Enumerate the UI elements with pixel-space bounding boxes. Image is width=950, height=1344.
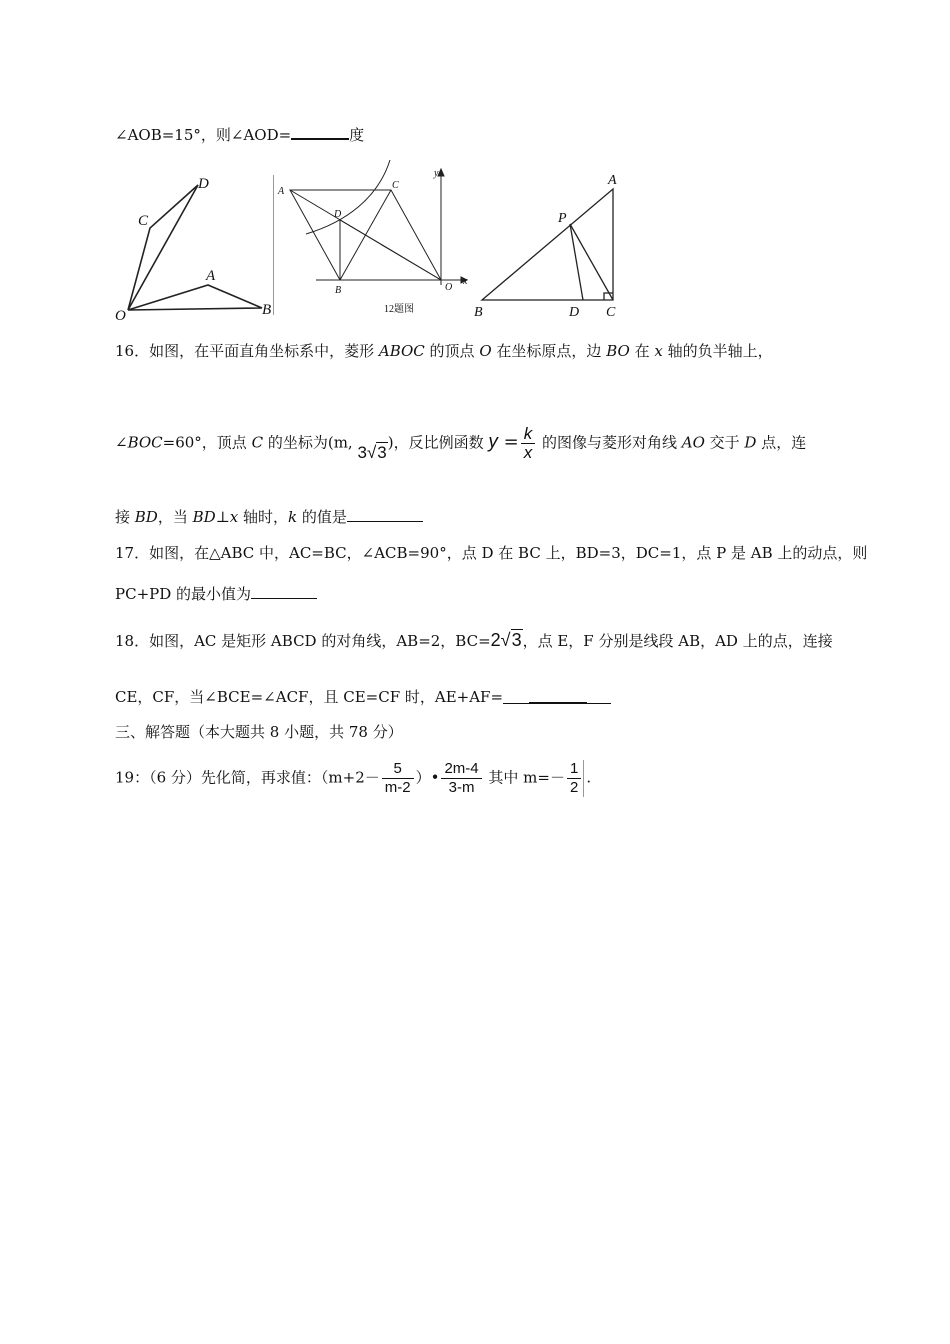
q16-var-o: O — [479, 342, 492, 360]
q19-text: . — [586, 768, 592, 787]
fig3-label-a: A — [608, 173, 617, 188]
fig3-label-b: B — [474, 305, 483, 320]
fraction-numerator: 5 — [382, 760, 414, 779]
radical-coefficient: 3 — [357, 442, 367, 462]
perpendicular-symbol: ⊥ — [215, 508, 230, 526]
q16-var-bo: BO — [606, 342, 630, 360]
q16-var-bd: BD — [134, 508, 158, 526]
radical-coefficient: 2 — [490, 630, 501, 650]
q18-answer-blank[interactable] — [503, 688, 611, 702]
q16-var-x: x — [229, 508, 239, 526]
q16-text: 接 — [115, 508, 135, 526]
q17-line-1: 17．如图，在△ABC 中，AC=BC，∠ACB=90°，点 D 在 BC 上，BD=3，DC=1，点 P 是 AB 上的动点，则 — [115, 544, 868, 562]
q18-text: CE，CF，当∠BCE=∠ACF，且 CE=CF 时，AE+AF= — [115, 688, 504, 706]
q16-var-boc: BOC — [127, 433, 163, 452]
q15-text: ∠AOB=15°，则∠AOD= — [115, 126, 292, 144]
sqrt-symbol: √ — [366, 442, 377, 462]
q16-text: 交于 — [704, 433, 745, 452]
q19-fraction-3 — [567, 760, 584, 797]
q16-var-y: y — [488, 431, 498, 453]
q16-coordinate-radical — [357, 443, 387, 462]
q16-var-ao: AO — [681, 433, 705, 452]
q16-text: 在坐标原点，边 — [491, 342, 607, 360]
q19-line — [115, 760, 591, 797]
q16-text: 轴时， — [238, 508, 289, 526]
q16-text: 的顶点 — [424, 342, 480, 360]
fig1-label-c: C — [138, 213, 149, 229]
q17-text: PC+PD 的最小值为 — [115, 585, 252, 603]
q16-text: )，反比例函数 — [387, 433, 489, 452]
q17-answer-blank[interactable] — [251, 598, 317, 599]
fig2-segment-do — [340, 220, 441, 280]
q16-text: 的坐标为(m, — [263, 433, 358, 452]
q16-answer-blank[interactable] — [347, 521, 423, 522]
q16-var-d: D — [744, 433, 757, 452]
radicand: 3 — [377, 442, 387, 462]
q16-text: =60°，顶点 — [162, 433, 252, 452]
q19-text: ）• — [415, 768, 440, 787]
fraction-denominator: m-2 — [384, 779, 411, 796]
fig2-label-o: O — [445, 282, 453, 293]
fraction-denominator: 3-m — [448, 779, 475, 796]
q16-text: 16．如图，在平面直角坐标系中，菱形 — [115, 342, 379, 360]
fig1-label-b: B — [262, 302, 272, 318]
fig2-y-arrow — [438, 169, 444, 176]
q18-line-2 — [115, 686, 611, 707]
q18-text: ，点 E，F 分别是线段 AB，AD 上的点，连接 — [522, 632, 833, 650]
fig2-label-c: C — [392, 180, 399, 191]
q16-text: 在 — [629, 342, 655, 360]
figure-2 — [276, 160, 476, 320]
q19-text: 其中 m=－ — [483, 768, 565, 787]
equals-sign: = — [497, 431, 519, 453]
angle-symbol: ∠ — [115, 433, 128, 452]
q16-var-bd: BD — [192, 508, 216, 526]
section-3-header: 三、解答题（本大题共 8 小题，共 78 分） — [115, 723, 403, 741]
q15-continuation — [115, 124, 364, 145]
fig3-label-p: P — [558, 211, 567, 226]
fig1-label-o: O — [115, 308, 126, 324]
radicand: 3 — [511, 630, 522, 650]
fig2-label-y: y — [434, 168, 439, 179]
figure-1 — [110, 170, 280, 325]
fraction-numerator: 2m-4 — [441, 760, 481, 779]
q18-text: 18．如图，AC 是矩形 ABCD 的对角线，AB=2，BC= — [115, 632, 491, 650]
fig2-hyperbola — [306, 160, 390, 234]
q16-var-aboc: ABOC — [378, 342, 425, 360]
fig2-label-b: B — [335, 285, 342, 296]
fig1-label-a: A — [206, 268, 216, 284]
fraction-numerator: k — [521, 425, 536, 444]
figure-3 — [470, 170, 640, 325]
fig3-label-d: D — [569, 305, 580, 320]
q16-text: 点，连 — [756, 433, 807, 452]
q16-line-3 — [115, 506, 423, 527]
fig3-label-c: C — [606, 305, 616, 320]
q16-text: 的图像与菱形对角线 — [537, 433, 682, 452]
q16-text: 轴的负半轴上， — [662, 342, 773, 360]
q16-var-k: k — [288, 508, 298, 526]
q19-fraction-1 — [382, 760, 414, 797]
sqrt-symbol: √ — [500, 630, 511, 650]
fig3-triangle-abc — [482, 189, 613, 300]
q17-line-2 — [115, 583, 317, 604]
q16-text: 的值是 — [297, 508, 347, 526]
q16-line-1 — [115, 340, 773, 361]
q18-line-1 — [115, 630, 833, 651]
fig2-label-x: x — [463, 276, 468, 287]
q19-text: 19：（6 分）先化简，再求值：（m+2－ — [115, 768, 380, 787]
q16-fraction-k-over-x — [521, 425, 536, 462]
q15-answer-blank[interactable] — [291, 138, 349, 140]
q16-var-x: x — [654, 342, 663, 360]
fig2-label-a: A — [278, 186, 285, 197]
fig1-label-d: D — [198, 176, 209, 192]
q19-fraction-2 — [441, 760, 481, 797]
q16-text: ，当 — [157, 508, 193, 526]
q15-unit: 度 — [349, 126, 365, 144]
fig2-label-d: D — [334, 209, 342, 220]
fraction-numerator: 1 — [567, 760, 581, 779]
fraction-denominator: 2 — [569, 779, 579, 796]
figure-divider — [273, 175, 274, 315]
fraction-denominator: x — [523, 443, 533, 462]
q18-radical — [491, 630, 523, 650]
q16-line-2 — [115, 425, 806, 462]
fig2-caption: 12题图 — [384, 304, 414, 315]
fig1-triangle-oab — [128, 285, 262, 310]
q16-var-c: C — [251, 433, 264, 452]
